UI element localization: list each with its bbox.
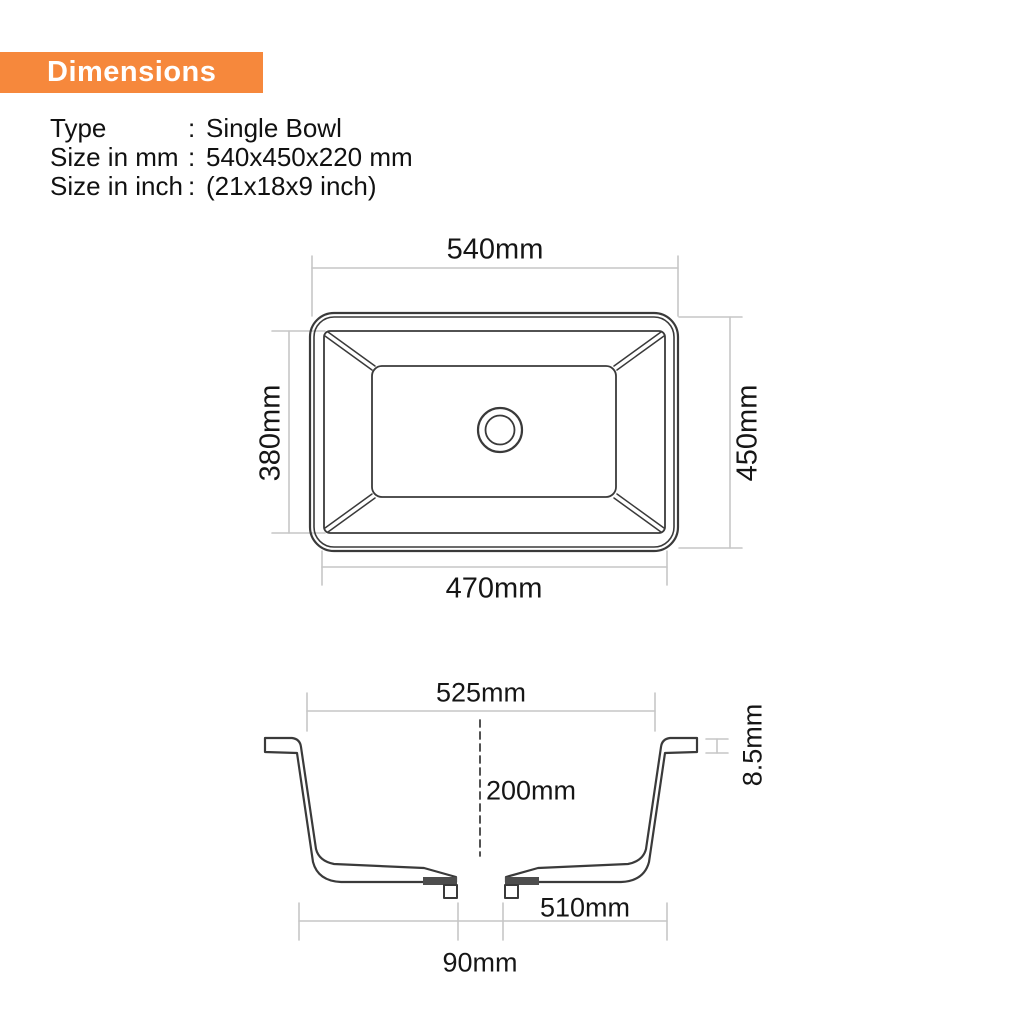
top-view-outer-width-label: 540mm — [446, 233, 544, 266]
corner-seams — [325, 332, 664, 532]
corner-seam-line — [617, 336, 664, 370]
top-view-outer-depth-label: 450mm — [731, 384, 764, 482]
drain-circle-inner — [486, 416, 515, 445]
spec-value: 540x450x220 mm — [206, 142, 413, 172]
spec-label: Type — [50, 113, 107, 143]
section-depth-label: 200mm — [485, 775, 577, 806]
section-dimension-lines — [299, 693, 728, 940]
section-bottom-width-label: 510mm — [539, 892, 631, 923]
cross-section-drawing — [265, 693, 728, 940]
corner-seam-line — [614, 498, 661, 532]
sink-wall-profile — [265, 738, 456, 882]
section-profile-right — [505, 738, 697, 898]
corner-seam-line — [325, 494, 372, 528]
section-rim-thickness-label: 8.5mm — [737, 703, 768, 787]
sink-inner-rim — [314, 317, 674, 547]
spec-colon: : — [188, 142, 196, 172]
section-drain-width-label: 90mm — [442, 947, 518, 978]
spec-label: Size in mm — [50, 142, 179, 172]
corner-seam-line — [328, 498, 375, 532]
spec-colon: : — [188, 113, 196, 143]
section-profile-left — [265, 738, 457, 898]
corner-seam-line — [617, 494, 664, 528]
drain-recess-bar — [423, 877, 457, 885]
sink-bowl-bottom — [372, 366, 616, 497]
drain-recess-bar — [505, 877, 539, 885]
top-view-inner-width-label: 470mm — [445, 572, 543, 605]
corner-seam-line — [328, 332, 375, 366]
spec-value: (21x18x9 inch) — [206, 171, 377, 201]
spec-colon: : — [188, 171, 196, 201]
top-view-drawing — [272, 256, 742, 585]
spec-value: Single Bowl — [206, 113, 342, 143]
spec-label: Size in inch — [50, 171, 183, 201]
sink-wall-profile — [506, 738, 697, 882]
drain-lip-square — [444, 885, 457, 898]
corner-seam-line — [614, 332, 661, 366]
section-top-width-label: 525mm — [435, 677, 527, 708]
corner-seam-line — [325, 336, 372, 370]
sink-outer-rim — [310, 313, 678, 551]
banner-title: Dimensions — [0, 52, 263, 93]
top-view-inner-depth-label: 380mm — [254, 384, 287, 482]
sink-opening-edge — [324, 331, 665, 533]
drain-lip-square — [505, 885, 518, 898]
